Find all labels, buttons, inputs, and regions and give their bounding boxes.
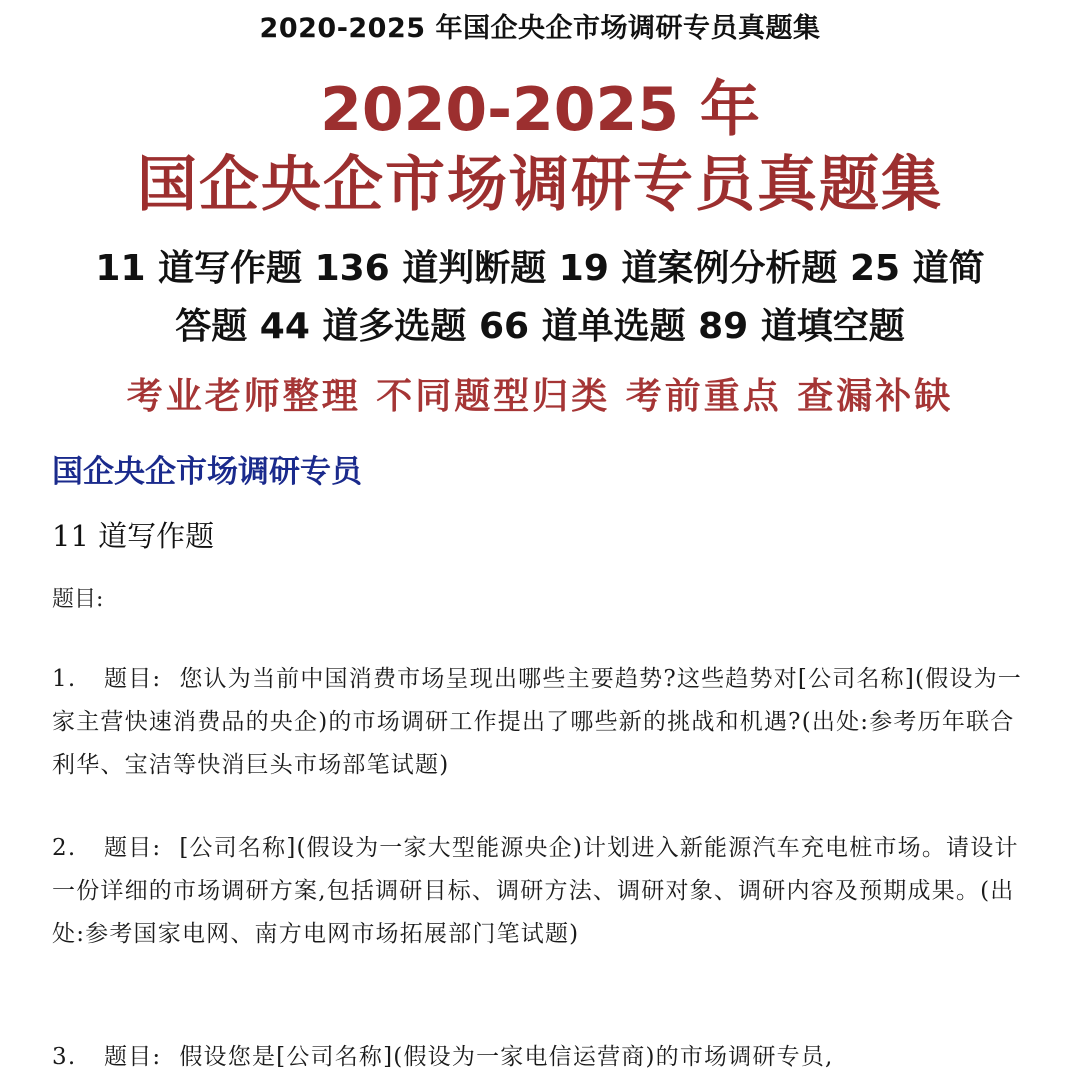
cover-title-years: 2020-2025 年	[320, 75, 760, 145]
question-text: 假设您是[公司名称](假设为一家电信运营商)的市场调研专员,	[179, 1044, 834, 1070]
question-number: 2.	[52, 835, 77, 861]
section-subtitle: 11 道写作题	[52, 519, 215, 553]
question-item	[52, 1036, 1032, 1079]
cover-title-main: 国企央企市场调研专员真题集	[137, 150, 943, 220]
question-counts-line1: 11 道写作题 136 道判断题 19 道案例分析题 25 道简	[95, 248, 985, 289]
question-heading: 题目:	[104, 1044, 162, 1070]
section-title: 国企央企市场调研专员	[52, 454, 362, 490]
page-header-title: 2020-2025 年国企央企市场调研专员真题集	[259, 13, 821, 44]
question-number: 1.	[52, 666, 77, 692]
question-text: [公司名称](假设为一家大型能源央企)计划进入新能源汽车充电桩市场。请设计一份详细的市场调研方案,包括调研目标、调研方法、调研对象、调研内容及预期成果。(出处:参考国家电网、南方电网市场拓展部门笔试题)	[52, 835, 1019, 947]
question-item	[52, 658, 1032, 787]
questions-label: 题目:	[52, 587, 104, 612]
question-heading: 题目:	[104, 666, 162, 692]
question-number: 3.	[52, 1044, 77, 1070]
question-text: 您认为当前中国消费市场呈现出哪些主要趋势?这些趋势对[公司名称](假设为一家主营快速消费品的央企)的市场调研工作提出了哪些新的挑战和机遇?(出处:参考历年联合利华、宝洁等快消巨头市场部笔试题)	[52, 666, 1023, 778]
question-heading: 题目:	[104, 835, 162, 861]
cover-tagline: 考业老师整理 不同题型归类 考前重点 查漏补缺	[126, 375, 954, 417]
question-item	[52, 827, 1032, 956]
question-counts-line2: 答题 44 道多选题 66 道单选题 89 道填空题	[175, 306, 905, 347]
